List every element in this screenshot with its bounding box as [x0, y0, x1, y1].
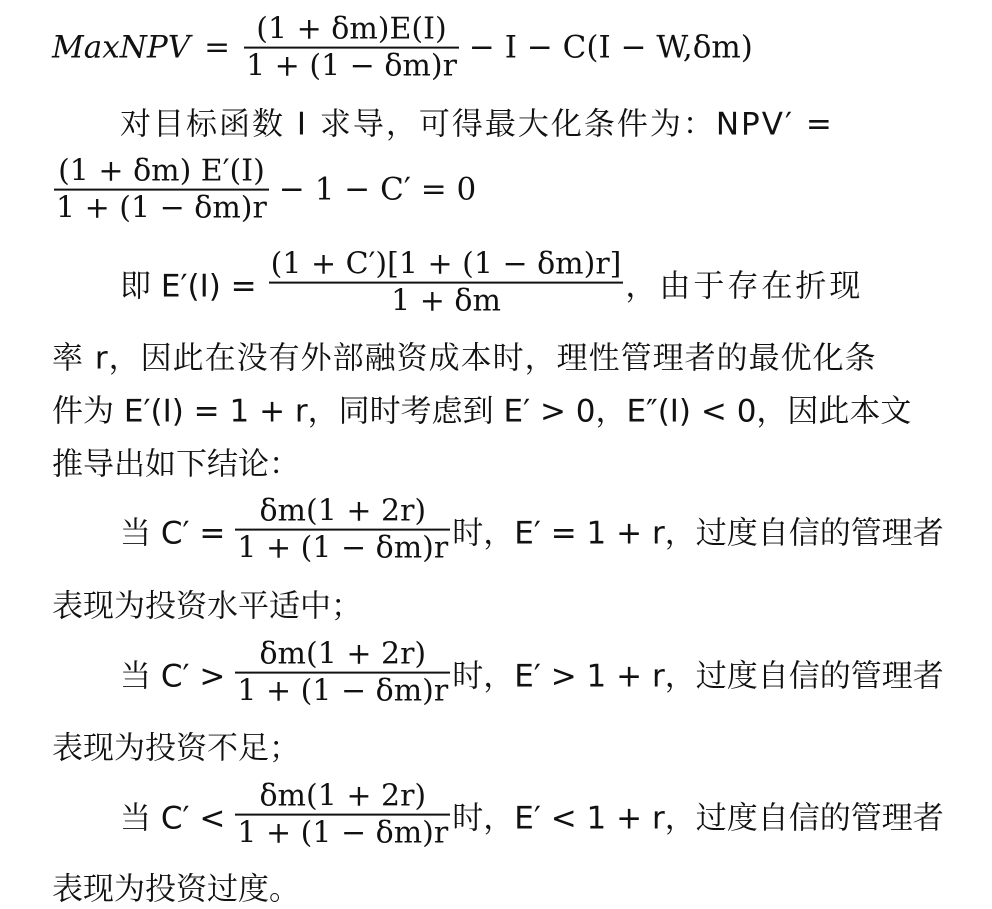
- case2-lead: 当 C′ >: [120, 658, 226, 695]
- case3-fraction: [235, 779, 450, 852]
- case1-tail: 时，E′ = 1 + r，过度自信的管理者: [452, 515, 944, 552]
- case2-line2-text: 表现为投资不足；: [52, 730, 300, 767]
- case1-denominator: 1 + (1 − δm)r: [237, 531, 449, 566]
- case1-line2-text: 表现为投资水平适中；: [52, 588, 362, 625]
- case3-lead: 当 C′ <: [120, 800, 226, 837]
- case2-tail: 时，E′ > 1 + r，过度自信的管理者: [452, 658, 944, 695]
- para1-tail: − 1 − C′ = 0: [278, 172, 477, 208]
- case3-tail: 时，E′ < 1 + r，过度自信的管理者: [452, 800, 944, 837]
- para2-tail: ，由于存在折现: [625, 268, 864, 305]
- para1-fraction: [54, 154, 269, 227]
- case3-line2-text: 表现为投资过度。: [52, 871, 300, 908]
- para1-denominator: 1 + (1 − δm)r: [56, 191, 267, 226]
- eq1-denominator: 1 + (1 − δm)r: [246, 49, 457, 84]
- para2-line2-text: 率 r，因此在没有外部融资成本时，理性管理者的最优化条: [52, 340, 877, 377]
- eq1-tail: − I − C(I − W,δm): [468, 30, 753, 66]
- para2-line4-text: 推导出如下结论：: [52, 446, 300, 483]
- case3-denominator: 1 + (1 − δm)r: [237, 816, 449, 851]
- para2-line3-text: 件为 E′(I) = 1 + r，同时考虑到 E′ > 0，E″(I) < 0，因此本文: [52, 393, 912, 430]
- para2-denominator: 1 + δm: [391, 284, 501, 319]
- case1-numerator: δm(1 + 2r): [259, 493, 427, 529]
- para2-lead: 即 E′(I) =: [120, 268, 257, 305]
- case1-fraction: [235, 494, 450, 567]
- eq1-fraction: [244, 12, 459, 85]
- case2-denominator: 1 + (1 − δm)r: [237, 674, 449, 709]
- case2-fraction: [235, 637, 450, 710]
- eq1-lhs: MaxNPV: [52, 30, 191, 66]
- para1-numerator: (1 + δm) E′(I): [58, 153, 265, 189]
- page: MaxNPV = $\frac{(1 + \delta m)E(I)}{1 + (1 - \delta m)r}$ − I − C(I − W,δm) 对目标函数 I 求导，可得最大化条件为：NPV′ = $\frac{(1 + \delta m) E'(I)}{1 + (1 - \delta m)r}$ − 1 − C′ = 0 即 E′(I) = $\frac{(1 + C')[1 + (1 - \delta m)r]}{1 + \delta m}$ ，由于存在折现 率 r，因此在没有外部融资成本时，理性管理者的最优化条 件为 E′(I) = 1 + r，同时考虑到 E′ > 0，E″(I) < 0，因此本文 推导出如下结论： 当 C′ = $\frac{\delta m(1 + 2r)}{1 + (1 - \delta m)r}$ 时，E′ = 1 + r，过度自信的管理者 表现为投资水平适中； 当 C′ > $\frac{\delta m(1 + 2r)}{1 + (1 - \delta m)r}$ 时，E′ > 1 + r，过度自信的管理者 表现为投资不足； 当 C′ < $\frac{\delta m(1 + 2r)}{1 + (1 - \delta m)r}$ 时，E′ < 1 + r，过度自信的管理者 表现为投资过度。: [52, 11, 944, 908]
- para2-numerator: (1 + C′)[1 + (1 − δm)r]: [270, 246, 622, 282]
- para1-text: 对目标函数 I 求导，可得最大化条件为：NPV′ =: [120, 106, 834, 143]
- eq1-numerator: (1 + δm)E(I): [256, 11, 447, 47]
- case3-numerator: δm(1 + 2r): [259, 778, 427, 814]
- case2-numerator: δm(1 + 2r): [259, 636, 427, 672]
- para2-fraction: [269, 247, 624, 320]
- case1-lead: 当 C′ =: [120, 515, 226, 552]
